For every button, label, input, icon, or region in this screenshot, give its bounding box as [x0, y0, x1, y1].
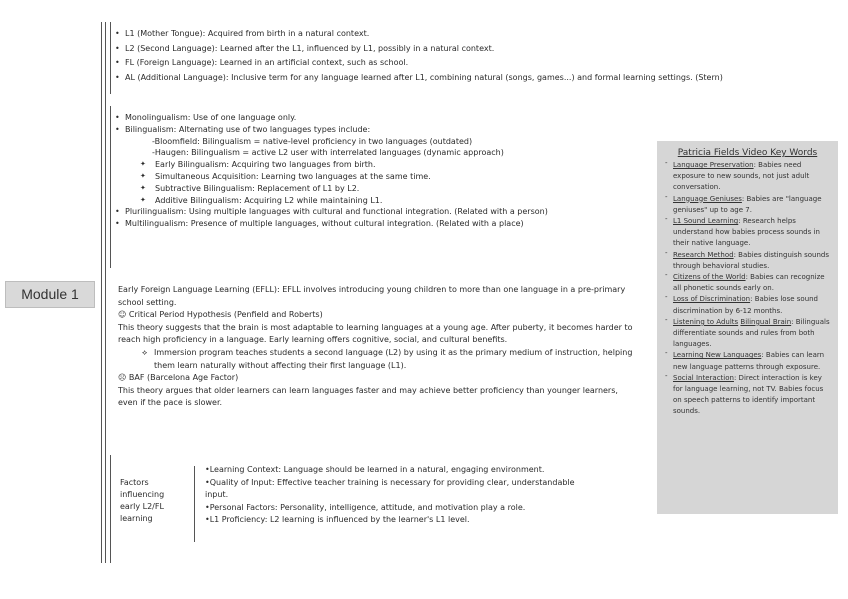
sidebar-title: Patricia Fields Video Key Words — [677, 148, 818, 158]
efll-section — [118, 284, 638, 410]
sidebar-entry: - Learning New Languages: Babies can learn new language patterns through exposure. — [665, 350, 830, 372]
frown-icon: ☹ — [118, 373, 127, 383]
simultaneous-acquisition-item: ✦ Simultaneous Acquisition: Learning two languages at the same time. — [113, 171, 548, 183]
sidebar-entry: - Social Interaction: Direct interaction is key for language learning, not TV. Babies focus on speech patterns to identify important sounds. — [665, 373, 830, 418]
sidebar-entry: - Language Preservation: Babies need exposure to new sounds, not just adult conversation. — [665, 160, 830, 194]
factors-list — [205, 464, 580, 527]
smile-icon: ☺ — [118, 310, 127, 320]
factor-personal-factors: •Personal Factors: Personality, intelligence, attitude, and motivation play a role. — [205, 502, 526, 512]
factor-learning-context: •Learning Context: Language should be learned in a natural, engaging environment. — [205, 465, 545, 474]
cph-text: This theory suggests that the brain is most adaptable to learning languages at a young age. After puberty, it becomes harder to reach high proficiency in a language. Early learning offers cognitive, social, and cultural benefits. — [118, 322, 633, 345]
cph-heading: ☺ Critical Period Hypothesis (Penfield and Roberts) — [118, 310, 323, 320]
multilingualism-item: • Multilingualism: Presence of multiple languages, without cultural integration. (Related with a place) — [113, 218, 548, 230]
lingualism-list — [113, 112, 548, 230]
definitions-list — [113, 27, 723, 85]
subtractive-bilingualism-item: ✦ Subtractive Bilingualism: Replacement of L1 by L2. — [113, 183, 548, 195]
module-label: Module 1 — [5, 281, 95, 308]
definition-l2: • L2 (Second Language): Learned after the L1, influenced by L1, possibly in a natural context. — [113, 42, 723, 57]
early-bilingualism-item: ✦ Early Bilingualism: Acquiring two languages from birth. — [113, 159, 548, 171]
immersion-item: ⟡ Immersion program teaches students a second language (L2) by using it as the primary medium of instruction, helping them learn naturally without affecting their first language (L1). — [142, 347, 633, 370]
plurilingualism-item: • Plurilingualism: Using multiple languages with cultural and functional integration. (Related with a person) — [113, 206, 548, 218]
definition-fl: • FL (Foreign Language): Learned in an artificial context, such as school. — [113, 56, 723, 71]
efll-intro: Early Foreign Language Learning (EFLL): EFLL involves introducing young children to more than one language in a pre-primary school setting. — [118, 285, 626, 307]
sidebar-entry: - Language Geniuses: Babies are "language geniuses" up to age 7. — [665, 194, 830, 216]
baf-heading: ☹ BAF (Barcelona Age Factor) — [118, 373, 239, 383]
sidebar-entry: - L1 Sound Learning: Research helps understand how babies process sounds in their native language. — [665, 216, 830, 250]
factor-l1-proficiency: •L1 Proficiency: L2 learning is influenced by the learner's L1 level. — [205, 515, 470, 524]
diamond-bullet-icon: ⟡ — [142, 347, 148, 357]
definition-l1: • L1 (Mother Tongue): Acquired from birth in a natural context. — [113, 27, 723, 42]
factors-label: Factors influencing early L2/FL learning — [120, 478, 165, 523]
additive-bilingualism-item: ✦ Additive Bilingualism: Acquiring L2 while maintaining L1. — [113, 195, 548, 207]
bloomfield-item: -Bloomfield: Bilingualism = native-level proficiency in two languages (outdated) — [152, 136, 473, 146]
sidebar-entry: - Citizens of the World: Babies can recognize all phonetic sounds early on. — [665, 272, 830, 294]
definition-al: • AL (Additional Language): Inclusive term for any language learned after L1, combining natural (songs, games...) and formal learning settings. (Stern) — [113, 71, 723, 86]
baf-text: This theory argues that older learners can learn languages faster and may achieve better proficiency than younger learners, even if the pace is slower. — [118, 385, 618, 408]
factor-quality-of-input: •Quality of Input: Effective teacher training is necessary for providing clear, understandable input. — [205, 477, 575, 499]
main-divider-line-2 — [105, 22, 106, 563]
haugen-item: -Haugen: Bilingualism = active L2 user with interrelated languages (dynamic approach) — [152, 148, 504, 158]
sidebar-entry: - Loss of Discrimination: Babies lose sound discrimination by 6-12 months. — [665, 294, 830, 316]
sidebar-entry: - Listening to Adults Bilingual Brain: Bilinguals differentiate sounds and rules from both languages. — [665, 317, 830, 351]
section-line-definitions — [110, 22, 111, 94]
section-line-lingualism — [110, 106, 111, 268]
factors-divider-line — [194, 466, 195, 542]
key-words-sidebar — [657, 141, 838, 514]
bilingualism-item: • Bilingualism: Alternating use of two languages types include: — [113, 124, 548, 136]
monolingualism-item: • Monolingualism: Use of one language only. — [113, 112, 548, 124]
main-divider-line-1 — [101, 22, 102, 563]
sidebar-entry: - Research Method: Babies distinguish sounds through behavioral studies. — [665, 250, 830, 272]
section-line-factors — [110, 455, 111, 563]
